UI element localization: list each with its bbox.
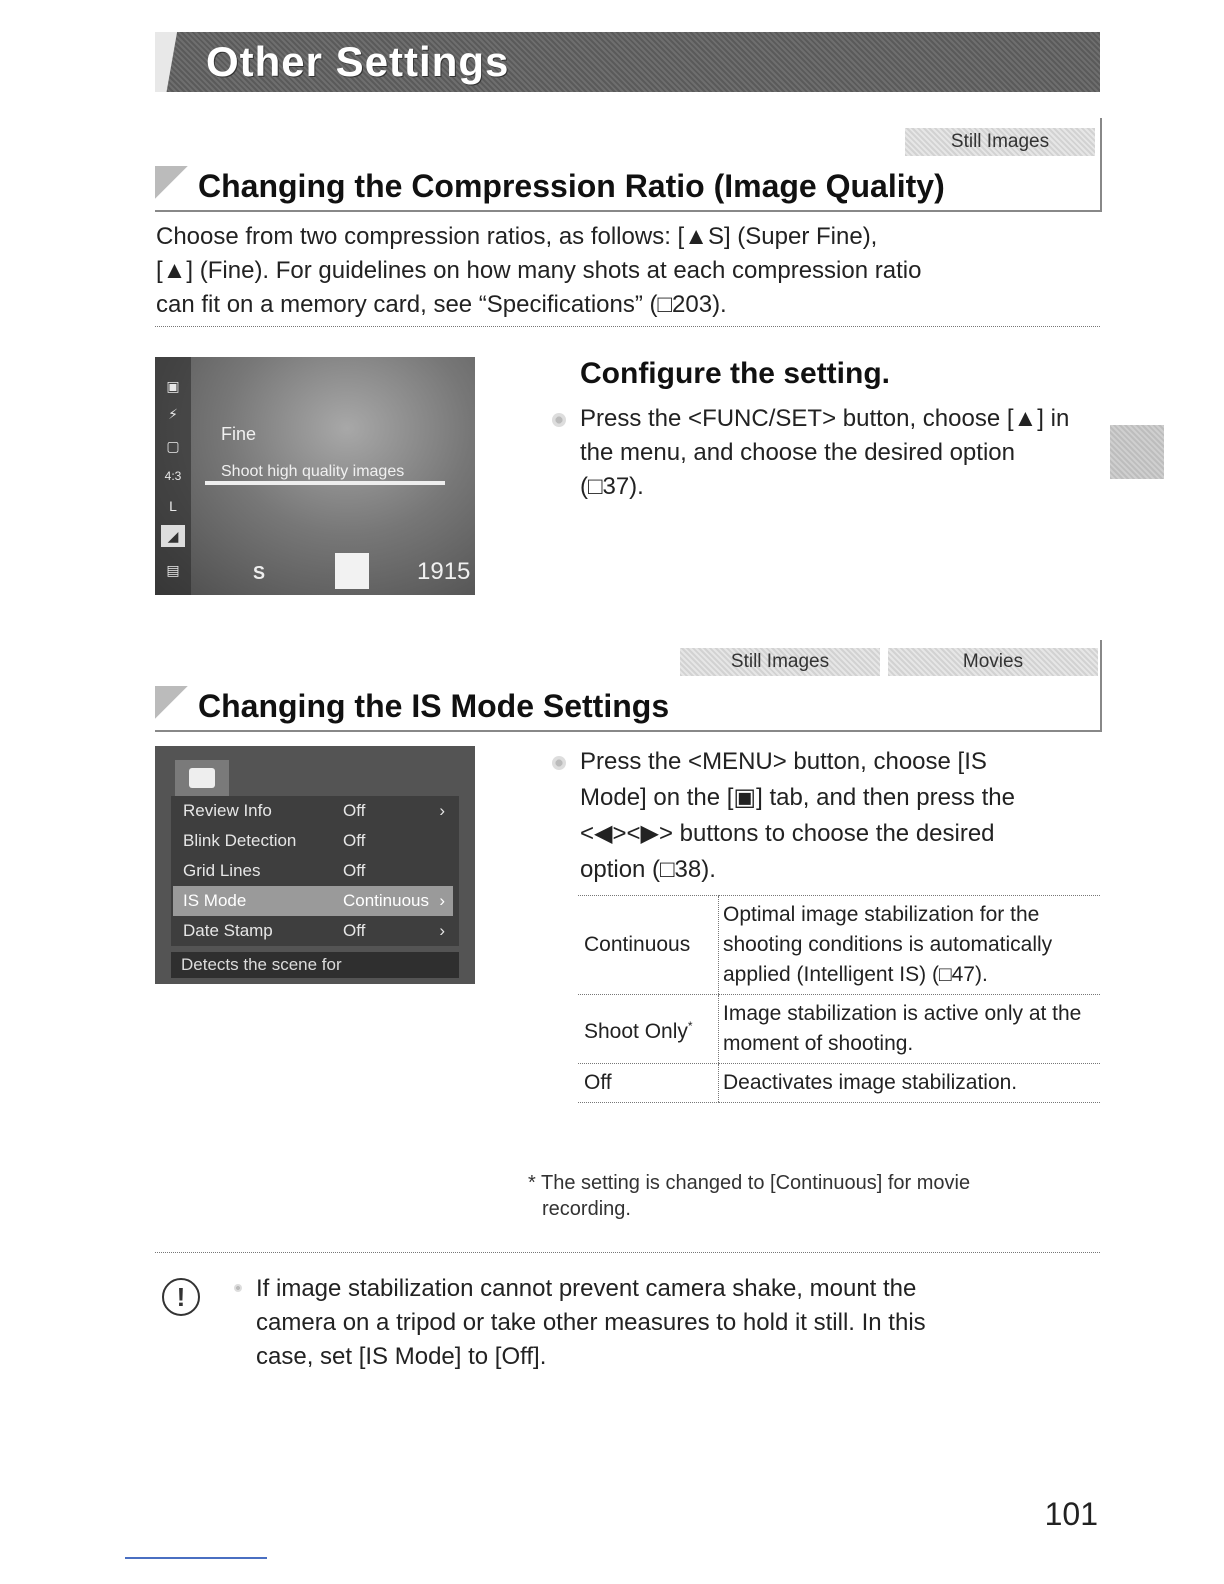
intro-line: can fit on a memory card, see “Specifications” (□203). — [156, 291, 727, 318]
movie-icon: ▤ — [166, 562, 180, 578]
table-row — [578, 896, 1100, 995]
footnote-marker: * — [687, 1019, 693, 1033]
page-number: 101 — [1044, 1496, 1098, 1532]
row-value: Continuous — [343, 891, 430, 910]
camera-tab-icon — [175, 760, 229, 796]
row-name: Blink Detection — [183, 831, 297, 850]
row-name: Grid Lines — [183, 861, 261, 880]
fine-quality-icon: ◢ — [161, 525, 185, 547]
caution-text — [256, 1272, 926, 1374]
row-arrow-right-icon: › — [439, 891, 445, 910]
table-row — [578, 1064, 1100, 1103]
caution-line: If image stabilization cannot prevent camera shake, mount the — [256, 1275, 917, 1302]
aspect-icon: 4:3 — [164, 469, 182, 483]
step-line: the menu, and choose the desired option — [580, 439, 1015, 466]
step-line: Press the <MENU> button, choose [IS — [580, 748, 987, 775]
shot-count: 1915 — [417, 558, 471, 585]
step-heading: Configure the setting. — [580, 357, 890, 390]
row-name: Date Stamp — [183, 921, 273, 940]
divider — [155, 326, 1100, 327]
section1-intro — [156, 220, 921, 322]
menu-row — [173, 856, 453, 886]
row-value: Off — [343, 861, 366, 880]
row-arrow-right-icon: › — [439, 921, 445, 940]
drive-icon: ▢ — [166, 438, 180, 454]
mode-cell: Continuous — [578, 896, 719, 995]
screen-hint-label: Shoot high quality images — [221, 463, 405, 480]
mode-cell: Off — [578, 1064, 719, 1103]
superfine-icon: S — [253, 563, 266, 583]
banner-wedge — [155, 32, 199, 92]
caution-line: camera on a tripod or take other measures to hold it still. In this — [256, 1309, 926, 1336]
camera-screen-quality — [155, 357, 475, 595]
menu-row-selected — [173, 886, 453, 916]
row-value: Off — [343, 801, 366, 820]
footnote — [528, 1170, 970, 1222]
caution-icon: ! — [162, 1278, 200, 1316]
menu-hint: Detects the scene for — [171, 952, 459, 978]
mode-cell — [578, 995, 719, 1064]
step-line: Press the <FUNC/SET> button, choose [▲] in — [580, 405, 1070, 432]
row-name: Review Info — [183, 801, 272, 820]
footnote-line: * The setting is changed to [Continuous] for movie — [528, 1172, 971, 1194]
footnote-line: recording. — [542, 1198, 631, 1220]
mode-icon: ▣ — [166, 378, 180, 394]
tab-movies: Movies — [888, 648, 1098, 676]
footer-rule — [125, 1557, 267, 1559]
tab-still-images-2: Still Images — [680, 648, 880, 676]
section1-title: Changing the Compression Ratio (Image Quality) — [198, 168, 945, 204]
bullet-icon — [552, 413, 566, 427]
step-line: <◀><▶> buttons to choose the desired — [580, 820, 995, 847]
camera-screen-is-menu — [155, 746, 475, 984]
menu-row — [173, 796, 453, 826]
row-value: Off — [343, 921, 366, 940]
fine-option-box — [335, 553, 369, 589]
chapter-side-tab — [1110, 425, 1164, 479]
small-bullet-icon — [234, 1284, 242, 1292]
caution-line: case, set [IS Mode] to [Off]. — [256, 1343, 547, 1370]
flash-icon: ⚡ — [168, 406, 178, 422]
intro-line: [▲] (Fine). For guidelines on how many shots at each compression ratio — [156, 257, 922, 284]
bullet-icon — [552, 756, 566, 770]
section1-wedge — [155, 166, 191, 202]
divider — [155, 1252, 1100, 1253]
row-name: IS Mode — [183, 891, 247, 910]
intro-line: Choose from two compression ratios, as follows: [▲S] (Super Fine), — [156, 223, 878, 250]
desc-cell: Optimal image stabilization for the shooting conditions is automatically applied (Intelligent IS) (□47). — [719, 896, 1101, 995]
step-line: Mode] on the [▣] tab, and then press the — [580, 784, 1015, 811]
desc-cell: Image stabilization is active only at the moment of shooting. — [719, 995, 1101, 1064]
screen-underline — [205, 481, 445, 485]
screen-selected-label: Fine — [221, 424, 257, 444]
section2-title: Changing the IS Mode Settings — [198, 688, 670, 724]
desc-cell: Deactivates image stabilization. — [719, 1064, 1101, 1103]
menu-row — [173, 916, 453, 946]
page-title: Other Settings — [206, 38, 510, 85]
step-line: (□37). — [580, 473, 644, 500]
row-value: Off — [343, 831, 366, 850]
menu-row — [173, 826, 453, 856]
step2-text — [580, 744, 1015, 888]
is-mode-table — [578, 895, 1100, 1103]
mode-label: Shoot Only — [584, 1020, 688, 1043]
tab-still-images: Still Images — [905, 128, 1095, 156]
row-arrow-right-icon: › — [439, 801, 445, 820]
section2-wedge — [155, 686, 191, 722]
step1-text — [580, 402, 1069, 504]
size-icon: L — [169, 498, 177, 514]
table-row — [578, 995, 1100, 1064]
step-line: option (□38). — [580, 856, 716, 883]
